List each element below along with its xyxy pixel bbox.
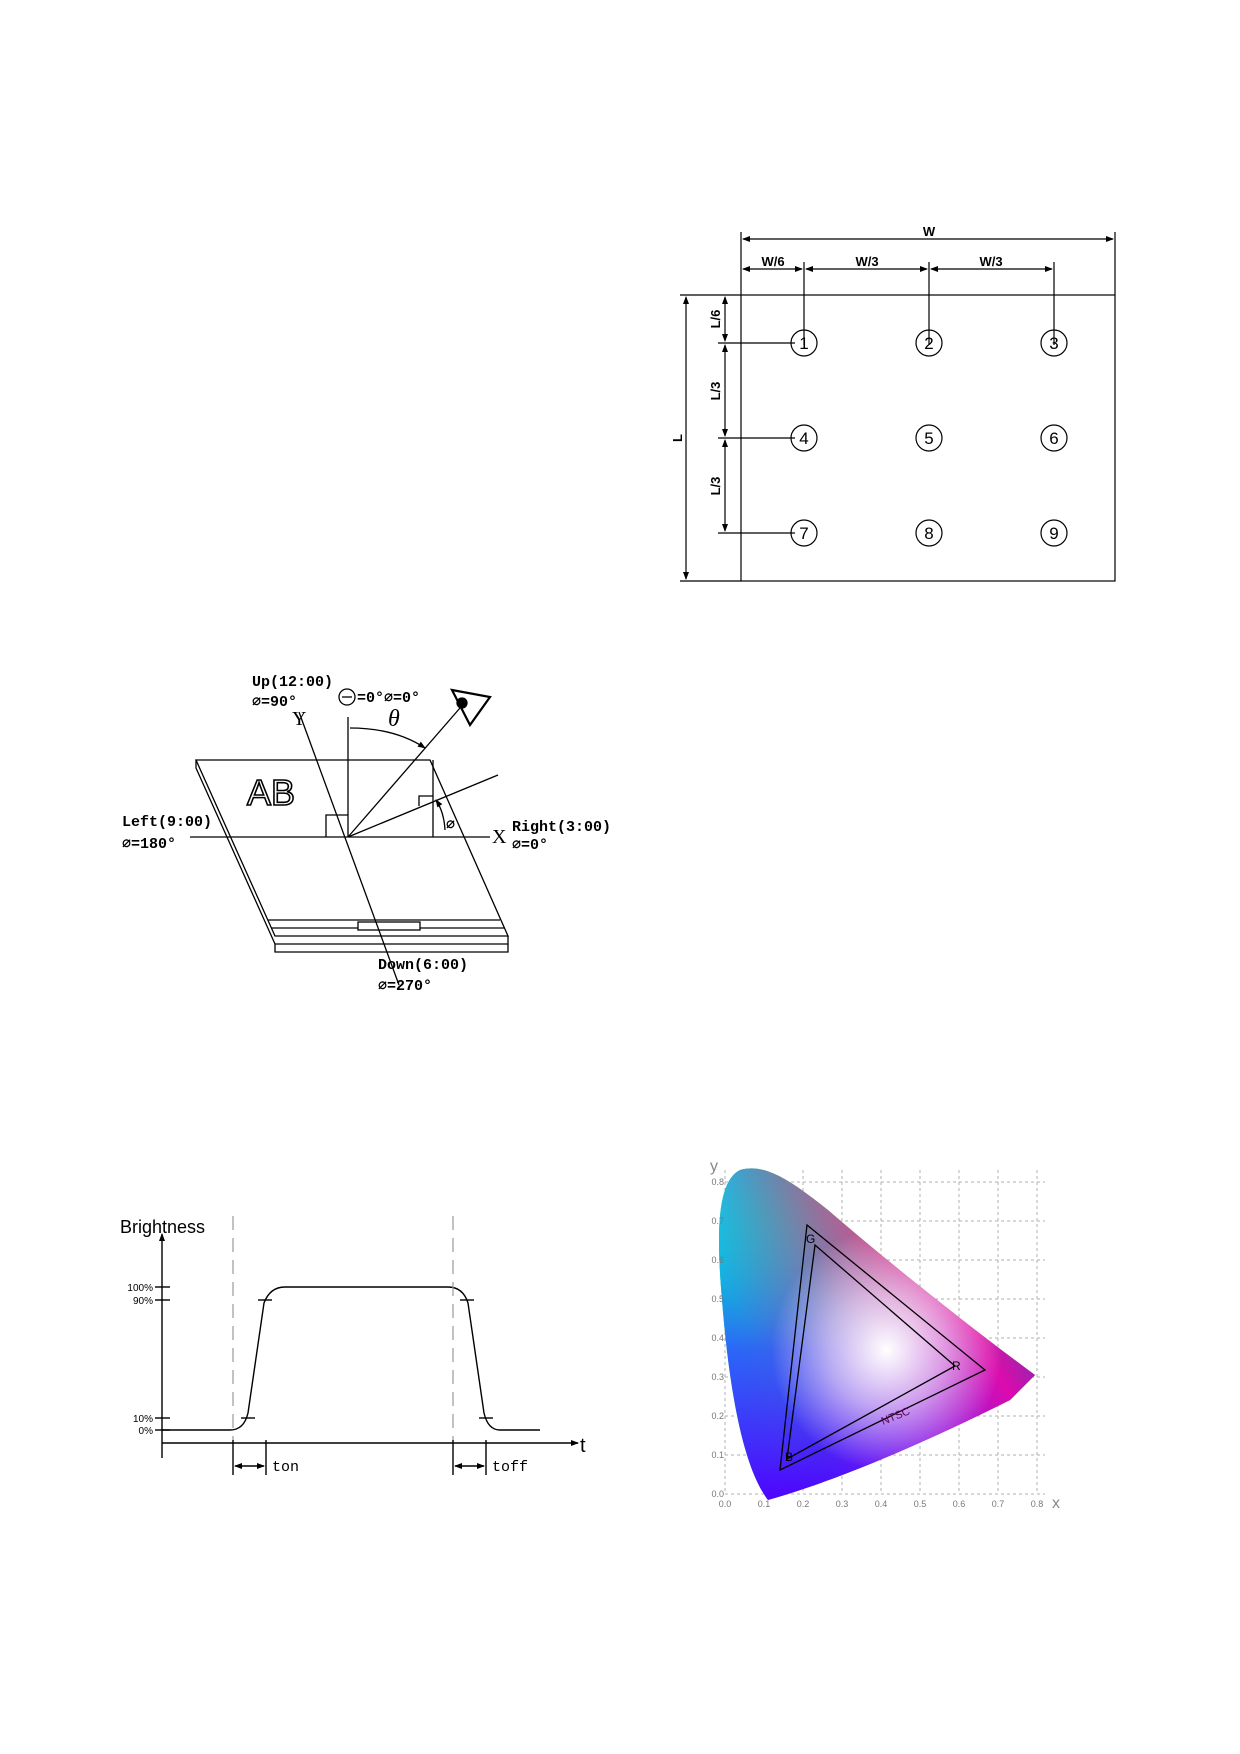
point-label-7: 7: [799, 524, 809, 543]
col-seg-3: W/3: [979, 254, 1003, 269]
y-tick-4: 0.4: [711, 1333, 724, 1343]
point-label-1: 1: [799, 334, 809, 353]
x-tick-7: 0.7: [991, 1499, 1005, 1509]
down-label: Down(6:00): [378, 957, 469, 974]
response-time-diagram: [120, 1216, 586, 1476]
col-seg-2: W/3: [855, 254, 879, 269]
theta-zero-label: =0°∅=0°: [357, 690, 421, 707]
point-label-5: 5: [924, 429, 934, 448]
y-tick-3: 0.3: [711, 1372, 724, 1382]
point-label-3: 3: [1049, 334, 1059, 353]
cie-x-axis-label: x: [1052, 1495, 1060, 1512]
up-label: Up(12:00): [252, 674, 334, 691]
y-tick-2: 0.2: [711, 1411, 724, 1421]
col-seg-1: W/6: [761, 254, 785, 269]
y-axis-label: Y: [292, 708, 307, 730]
y-tick-0: 0.0: [711, 1489, 724, 1499]
row-seg-1: L/6: [708, 309, 723, 329]
y-tick-6: 0.6: [711, 1255, 724, 1265]
x-axis-label: X: [492, 826, 507, 848]
x-tick-5: 0.5: [913, 1499, 927, 1509]
point-label-4: 4: [799, 429, 809, 448]
point-label-2: 2: [924, 334, 934, 353]
point-label-8: 8: [924, 524, 934, 543]
x-tick-0: 0.0: [718, 1499, 732, 1509]
cie-point-g: G: [806, 1232, 816, 1246]
row-seg-2: L/3: [708, 381, 723, 401]
cie-y-axis-label: y: [710, 1158, 718, 1175]
ton-label: ton: [272, 1459, 300, 1476]
panel-text: AB: [247, 772, 296, 813]
up-angle: ∅=90°: [252, 694, 298, 711]
ntsc-label: NTSC: [879, 1405, 912, 1428]
theta-label: θ: [388, 706, 400, 732]
left-angle: ∅=180°: [122, 836, 177, 853]
y-tick-7: 0.7: [711, 1216, 724, 1226]
x-tick-8: 0.8: [1030, 1499, 1044, 1509]
x-tick-6: 0.6: [952, 1499, 966, 1509]
cie-chart: [710, 1158, 1060, 1512]
cie-point-b: B: [785, 1450, 794, 1464]
right-angle: ∅=0°: [512, 837, 549, 854]
brightness-label: Brightness: [120, 1217, 206, 1237]
x-tick-2: 0.2: [796, 1499, 810, 1509]
width-label: W: [922, 224, 936, 239]
level-100: 100%: [127, 1283, 153, 1294]
x-tick-3: 0.3: [835, 1499, 849, 1509]
x-tick-1: 0.1: [757, 1499, 771, 1509]
row-seg-3: L/3: [708, 476, 723, 496]
left-label: Left(9:00): [122, 814, 213, 831]
length-label: L: [670, 434, 685, 442]
phi-label: ∅: [446, 817, 456, 834]
y-tick-8: 0.8: [711, 1177, 724, 1187]
viewing-angle-diagram: [190, 689, 508, 985]
y-tick-5: 0.5: [711, 1294, 724, 1304]
right-label: Right(3:00): [512, 819, 612, 836]
x-tick-4: 0.4: [874, 1499, 888, 1509]
cie-point-r: R: [952, 1359, 961, 1373]
toff-label: toff: [492, 1459, 529, 1476]
y-tick-1: 0.1: [711, 1450, 724, 1460]
level-0: 0%: [138, 1426, 153, 1437]
time-label: t: [580, 1435, 586, 1457]
level-10: 10%: [132, 1414, 153, 1425]
level-90: 90%: [132, 1296, 153, 1307]
down-angle: ∅=270°: [378, 978, 433, 995]
point-label-9: 9: [1049, 524, 1059, 543]
point-label-6: 6: [1049, 429, 1059, 448]
